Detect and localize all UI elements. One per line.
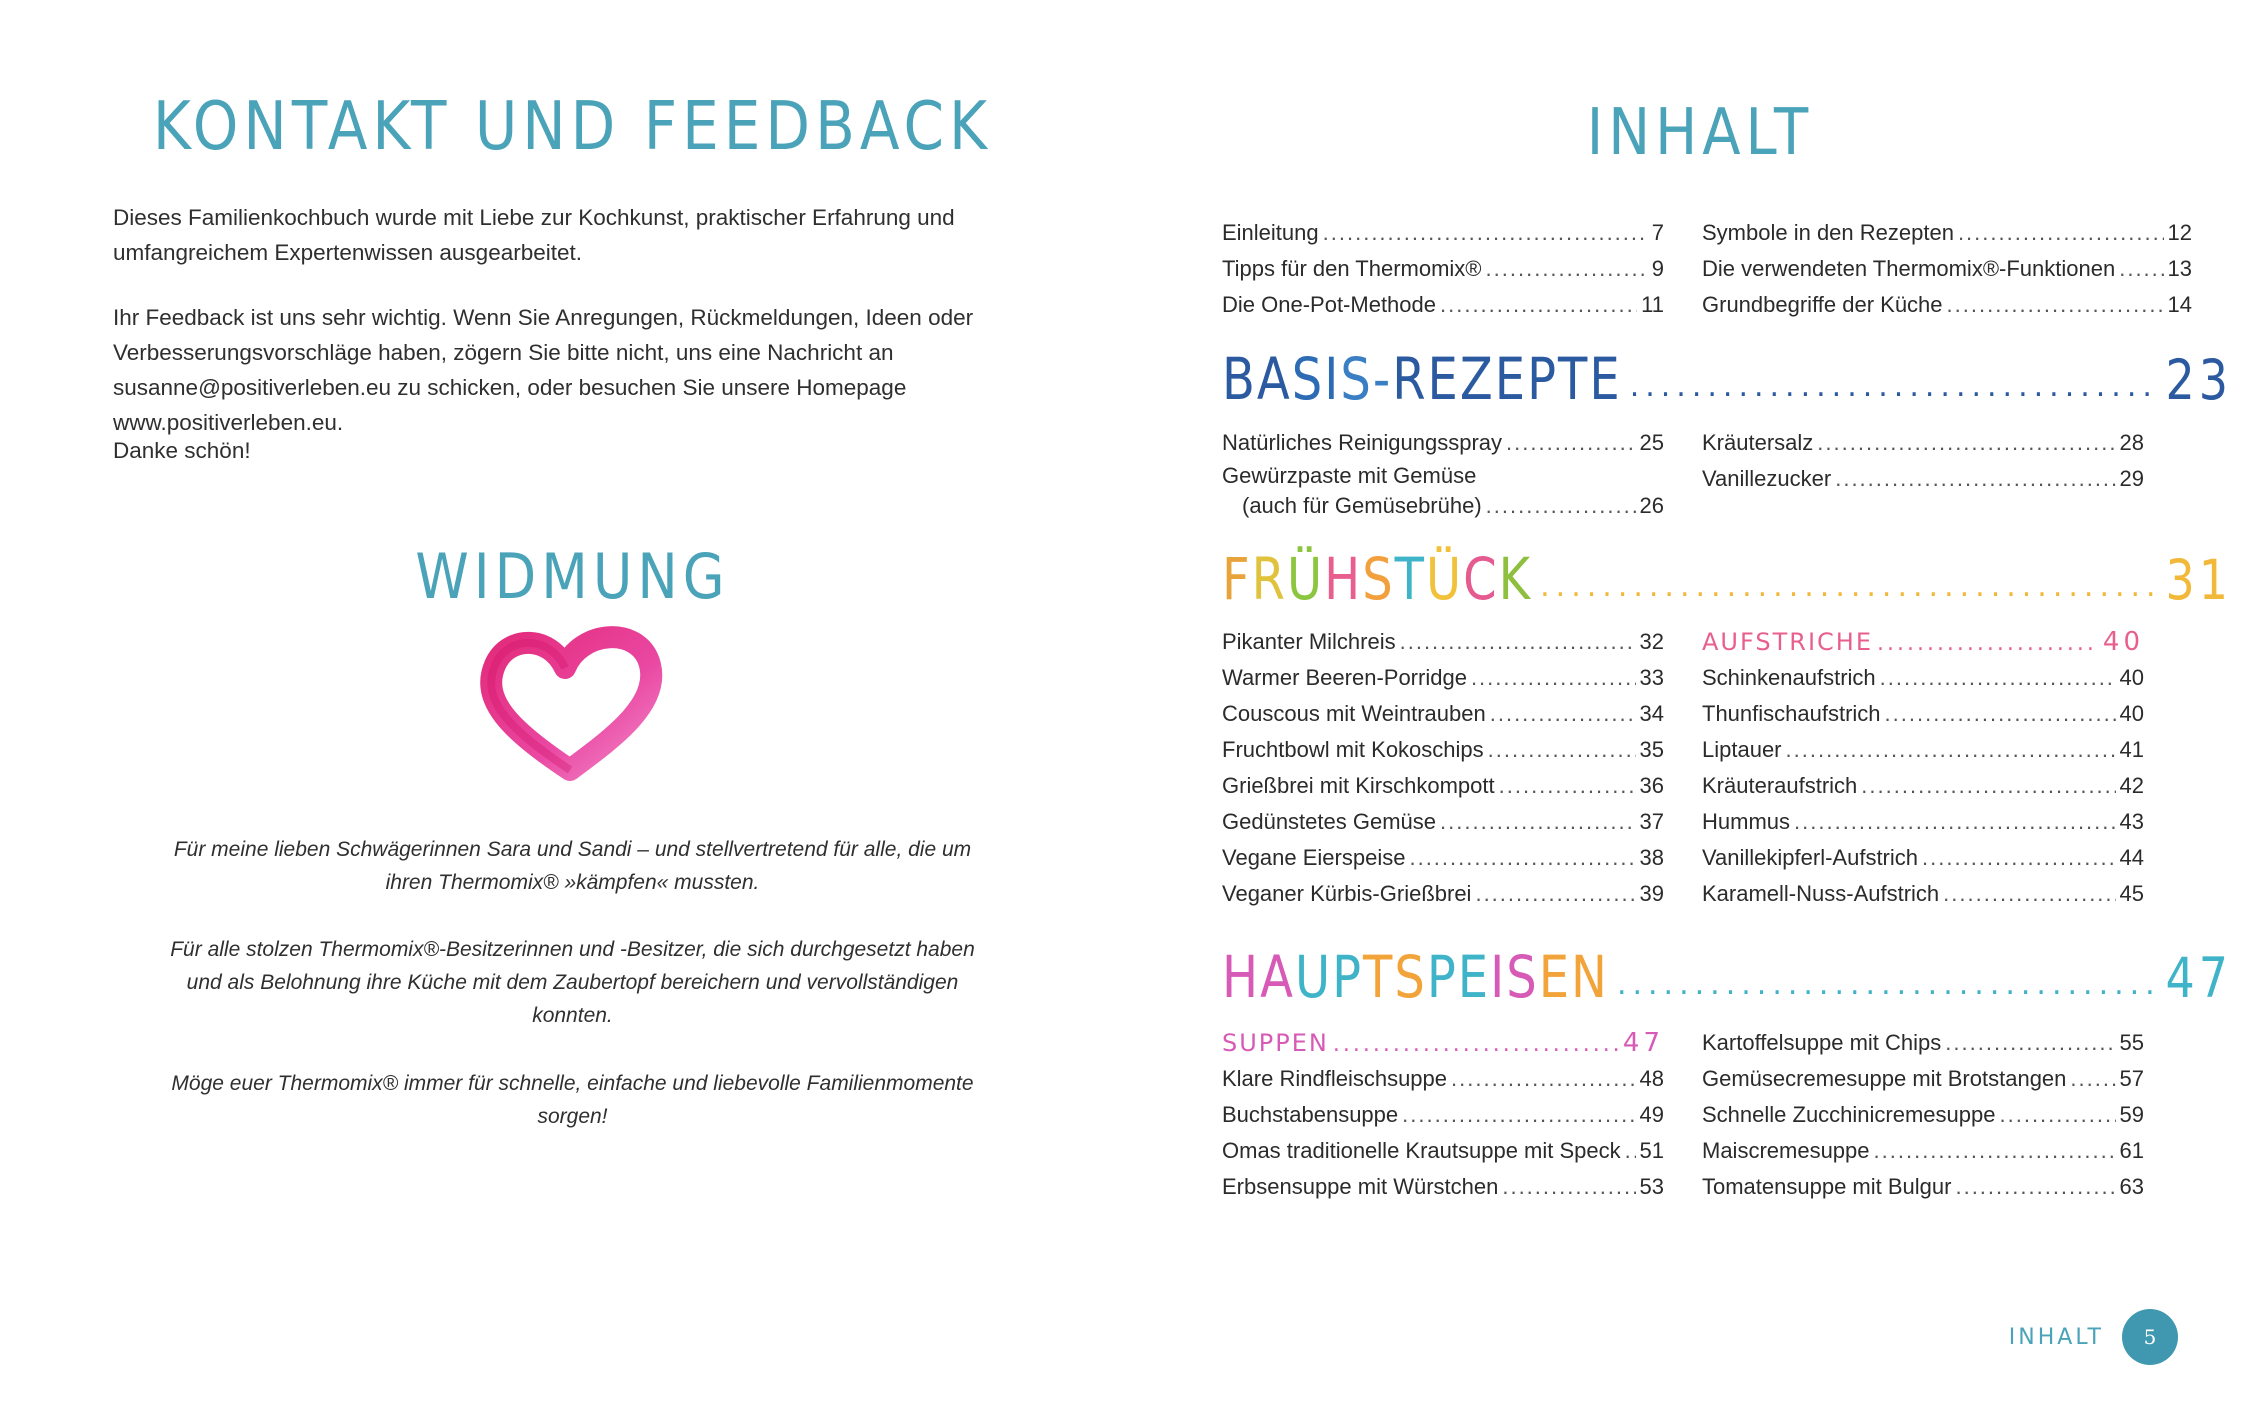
entry-page: 37	[1639, 809, 1664, 834]
entry-label: Omas traditionelle Krautsuppe mit Speck	[1222, 1138, 1621, 1163]
footer-label: INHALT	[2008, 1324, 2104, 1350]
toc-entry[interactable]	[1222, 732, 1664, 768]
entry-label: Gewürzpaste mit Gemüse	[1222, 463, 1477, 488]
hauptspeisen-left-column	[1222, 1025, 1664, 1205]
entry-page: 55	[2119, 1030, 2144, 1055]
entry-page: 51	[1639, 1138, 1664, 1163]
toc-entry[interactable]	[1702, 804, 2144, 840]
leader-dots	[1955, 1169, 2115, 1205]
leader-dots	[2119, 251, 2163, 287]
toc-entry[interactable]	[1222, 425, 1664, 461]
entry-page: 53	[1639, 1174, 1664, 1199]
heart-icon	[470, 620, 670, 790]
toc-entry[interactable]	[1222, 624, 1664, 660]
leader-dots	[1333, 1027, 1619, 1063]
intro-right-column	[1702, 215, 2192, 323]
entry-page: 29	[2119, 466, 2144, 491]
toc-entry[interactable]	[1222, 768, 1664, 804]
toc-entry[interactable]	[1702, 696, 2144, 732]
leader-dots	[2070, 1061, 2115, 1097]
leader-dots	[1945, 1025, 2115, 1061]
toc-entry[interactable]	[1702, 1169, 2144, 1205]
leader-dots	[1817, 425, 2115, 461]
entry-page: 35	[1639, 737, 1664, 762]
entry-page: 9	[1651, 256, 1664, 281]
entry-label: Symbole in den Rezepten	[1702, 220, 1954, 245]
toc-entry[interactable]	[1702, 287, 2192, 323]
leader-dots	[1794, 804, 2116, 840]
toc-entry[interactable]	[1222, 1097, 1664, 1133]
leader-dots	[1488, 732, 1636, 768]
section-hauptspeisen[interactable]	[1222, 944, 2232, 1012]
entry-page: 49	[1639, 1102, 1664, 1127]
page-number-badge: 5	[2122, 1309, 2178, 1365]
feedback-paragraph: Ihr Feedback ist uns sehr wichtig. Wenn Sie Anregungen, Rückmeldungen, Ideen oder Verbesserungsvorschläge haben, zögern Sie bitte nicht, uns eine Nachricht an susanne@positiverleben.eu zu schicken, oder besuchen Sie unsere Homepage www.positiverleben.eu.	[113, 305, 974, 435]
leader-dots	[1625, 1133, 1636, 1169]
leader-dots	[1486, 491, 1636, 521]
toc-entry[interactable]	[1702, 876, 2144, 912]
toc-entry[interactable]	[1702, 1025, 2144, 1061]
entry-page: 38	[1639, 845, 1664, 870]
entry-page: 28	[2119, 430, 2144, 455]
toc-entry[interactable]	[1702, 461, 2144, 497]
toc-entry[interactable]	[1222, 660, 1664, 696]
leader-dots	[1880, 660, 2116, 696]
kontakt-title: KONTAKT UND FEEDBACK	[152, 86, 993, 166]
basis-left-column	[1222, 425, 1664, 521]
leader-dots	[1947, 287, 2164, 323]
subsection-suppen[interactable]	[1222, 1025, 1664, 1061]
entry-label: Die One-Pot-Methode	[1222, 292, 1436, 317]
basis-right-column	[1702, 425, 2144, 497]
toc-entry[interactable]	[1702, 768, 2144, 804]
toc-entry[interactable]	[1702, 1061, 2144, 1097]
leader-dots	[1922, 840, 2116, 876]
entry-page: 48	[1639, 1066, 1664, 1091]
toc-entry[interactable]	[1222, 461, 1664, 521]
toc-entry[interactable]	[1222, 287, 1664, 323]
entry-page: 36	[1639, 773, 1664, 798]
dedication-3: Möge euer Thermomix® immer für schnelle, einfache und liebevolle Familienmomente sorgen!	[171, 1072, 974, 1128]
leader-dots	[1877, 626, 2099, 662]
entry-label: Die verwendeten Thermomix®-Funktionen	[1702, 256, 2116, 281]
fruehstueck-right-column	[1702, 624, 2144, 912]
entry-page: 41	[2119, 737, 2144, 762]
subsection-aufstriche[interactable]	[1702, 624, 2144, 660]
entry-label: Pikanter Milchreis	[1222, 629, 1396, 654]
entry-page: 25	[1639, 430, 1664, 455]
leader-dots	[1786, 732, 2116, 768]
hauptspeisen-right-column	[1702, 1025, 2144, 1205]
leader-dots	[1835, 461, 2115, 497]
widmung-title: WIDMUNG	[415, 540, 730, 613]
leader-dots	[1861, 768, 2115, 804]
entry-label: Thunfischaufstrich	[1702, 701, 1881, 726]
toc-entry[interactable]	[1222, 251, 1664, 287]
entry-label: Karamell-Nuss-Aufstrich	[1702, 881, 1940, 906]
toc-entry[interactable]	[1702, 840, 2144, 876]
entry-label: Veganer Kürbis-Grießbrei	[1222, 881, 1472, 906]
section-page: 31	[2165, 547, 2232, 613]
toc-entry[interactable]	[1222, 876, 1664, 912]
entry-label: Tomatensuppe mit Bulgur	[1702, 1174, 1952, 1199]
entry-label: Gedünstetes Gemüse	[1222, 809, 1437, 834]
leader-dots	[1409, 840, 1635, 876]
entry-page: 32	[1639, 629, 1664, 654]
entry-label: Klare Rindfleischsuppe	[1222, 1066, 1448, 1091]
entry-label: Einleitung	[1222, 220, 1319, 245]
toc-entry[interactable]	[1222, 1133, 1664, 1169]
entry-page: 12	[2167, 220, 2192, 245]
leader-dots	[1540, 569, 2157, 604]
right-page	[1160, 0, 2244, 1417]
thanks-text: Danke schön!	[113, 438, 251, 463]
entry-page: 63	[2119, 1174, 2144, 1199]
entry-page: 13	[2167, 256, 2192, 281]
leader-dots	[1499, 768, 1636, 804]
entry-page: 57	[2119, 1066, 2144, 1091]
page-footer	[2009, 1309, 2178, 1365]
leader-dots	[1440, 804, 1636, 840]
entry-label: Grießbrei mit Kirschkompott	[1222, 773, 1495, 798]
entry-label: Erbsensuppe mit Würstchen	[1222, 1174, 1499, 1199]
leader-dots	[2000, 1097, 2116, 1133]
entry-label: Tipps für den Thermomix®	[1222, 256, 1482, 281]
entry-label: Grundbegriffe der Küche	[1702, 292, 1943, 317]
entry-label: Vanillekipferl-Aufstrich	[1702, 845, 1919, 870]
fruehstueck-left-column	[1222, 624, 1664, 912]
leader-dots	[1486, 251, 1648, 287]
leader-dots	[1943, 876, 2115, 912]
toc-entry[interactable]	[1702, 1097, 2144, 1133]
entry-page: 14	[2167, 292, 2192, 317]
section-page: 47	[2165, 945, 2232, 1011]
inhalt-title: INHALT	[1586, 95, 1814, 170]
entry-label: Kartoffelsuppe mit Chips	[1702, 1030, 1942, 1055]
entry-page: 59	[2119, 1102, 2144, 1127]
toc-entry[interactable]	[1222, 804, 1664, 840]
entry-page: 26	[1639, 493, 1664, 518]
intro-paragraph: Dieses Familienkochbuch wurde mit Liebe zur Kochkunst, praktischer Erfahrung und umfangreichem Expertenwissen ausgearbeitet.	[113, 205, 955, 265]
toc-entry[interactable]	[1222, 840, 1664, 876]
section-title: FRÜHSTÜCK	[1222, 546, 1533, 614]
leader-dots	[1630, 369, 2158, 404]
leader-dots	[1451, 1061, 1635, 1097]
entry-page: 45	[2119, 881, 2144, 906]
leader-dots	[1490, 696, 1636, 732]
leader-dots	[1502, 1169, 1635, 1205]
entry-label: Fruchtbowl mit Kokoschips	[1222, 737, 1484, 762]
leader-dots	[1617, 967, 2158, 1002]
entry-page: 42	[2119, 773, 2144, 798]
toc-entry[interactable]	[1222, 1061, 1664, 1097]
leader-dots	[1440, 287, 1637, 323]
entry-label: Buchstabensuppe	[1222, 1102, 1399, 1127]
entry-label: Vegane Eierspeise	[1222, 845, 1406, 870]
entry-label-cont: (auch für Gemüsebrühe)	[1242, 493, 1482, 518]
entry-page: 11	[1641, 292, 1664, 317]
leader-dots	[1506, 425, 1635, 461]
entry-label: Hummus	[1702, 809, 1791, 834]
section-title: BASIS-REZEPTE	[1222, 346, 1622, 414]
leader-dots	[1475, 876, 1635, 912]
entry-label: Warmer Beeren-Porridge	[1222, 665, 1467, 690]
section-fruehstueck[interactable]	[1222, 546, 2232, 614]
section-page: 23	[2165, 347, 2232, 413]
leader-dots	[1874, 1133, 2116, 1169]
toc-entry[interactable]	[1222, 1169, 1664, 1205]
toc-entry[interactable]	[1702, 1133, 2144, 1169]
section-basis-rezepte[interactable]	[1222, 346, 2232, 414]
entry-page: 39	[1639, 881, 1664, 906]
entry-page: 43	[2119, 809, 2144, 834]
leader-dots	[1471, 660, 1636, 696]
section-title: HAUPTSPEISEN	[1222, 944, 1609, 1012]
entry-label: Gemüsecremesuppe mit Brotstangen	[1702, 1066, 2067, 1091]
entry-label: Kräuteraufstrich	[1702, 773, 1858, 798]
left-page	[0, 0, 1100, 1417]
leader-dots	[1402, 1097, 1635, 1133]
entry-page: 40	[2119, 701, 2144, 726]
entry-label: Natürliches Reinigungsspray	[1222, 430, 1503, 455]
entry-label: Kräutersalz	[1702, 430, 1814, 455]
entry-page: 7	[1651, 220, 1664, 245]
entry-label: Schinkenaufstrich	[1702, 665, 1876, 690]
toc-entry[interactable]	[1222, 696, 1664, 732]
toc-entry[interactable]	[1702, 215, 2192, 251]
entry-label: Maiscremesuppe	[1702, 1138, 1870, 1163]
dedication-1: Für meine lieben Schwägerinnen Sara und Sandi – und stellvertretend für alle, die um ihren Thermomix® »kämpfen« mussten.	[173, 838, 972, 894]
entry-page: 40	[2119, 665, 2144, 690]
toc-entry[interactable]	[1702, 251, 2192, 287]
entry-page: 44	[2119, 845, 2144, 870]
intro-left-column	[1222, 215, 1664, 323]
entry-label: Couscous mit Weintrauben	[1222, 701, 1486, 726]
entry-label: Schnelle Zucchinicremesuppe	[1702, 1102, 1996, 1127]
subsection-page: 47	[1622, 1028, 1664, 1058]
toc-entry[interactable]	[1702, 660, 2144, 696]
leader-dots	[1323, 215, 1648, 251]
entry-label: Liptauer	[1702, 737, 1782, 762]
entry-label: Vanillezucker	[1702, 466, 1832, 491]
subsection-page: 40	[2102, 627, 2144, 657]
subsection-title: AUFSTRICHE	[1702, 628, 1873, 656]
entry-page: 61	[2119, 1138, 2144, 1163]
toc-entry[interactable]	[1222, 215, 1664, 251]
leader-dots	[1885, 696, 2116, 732]
entry-page: 34	[1639, 701, 1664, 726]
toc-entry[interactable]	[1702, 732, 2144, 768]
leader-dots	[1400, 624, 1636, 660]
entry-page: 33	[1639, 665, 1664, 690]
leader-dots	[1958, 215, 2164, 251]
toc-entry[interactable]	[1702, 425, 2144, 461]
dedication-2: Für alle stolzen Thermomix®-Besitzerinnen und -Besitzer, die sich durchgesetzt haben und als Belohnung ihre Küche mit dem Zaubertopf bereichern und vervollständigen konnten.	[170, 938, 975, 1027]
subsection-title: SUPPEN	[1222, 1029, 1329, 1057]
